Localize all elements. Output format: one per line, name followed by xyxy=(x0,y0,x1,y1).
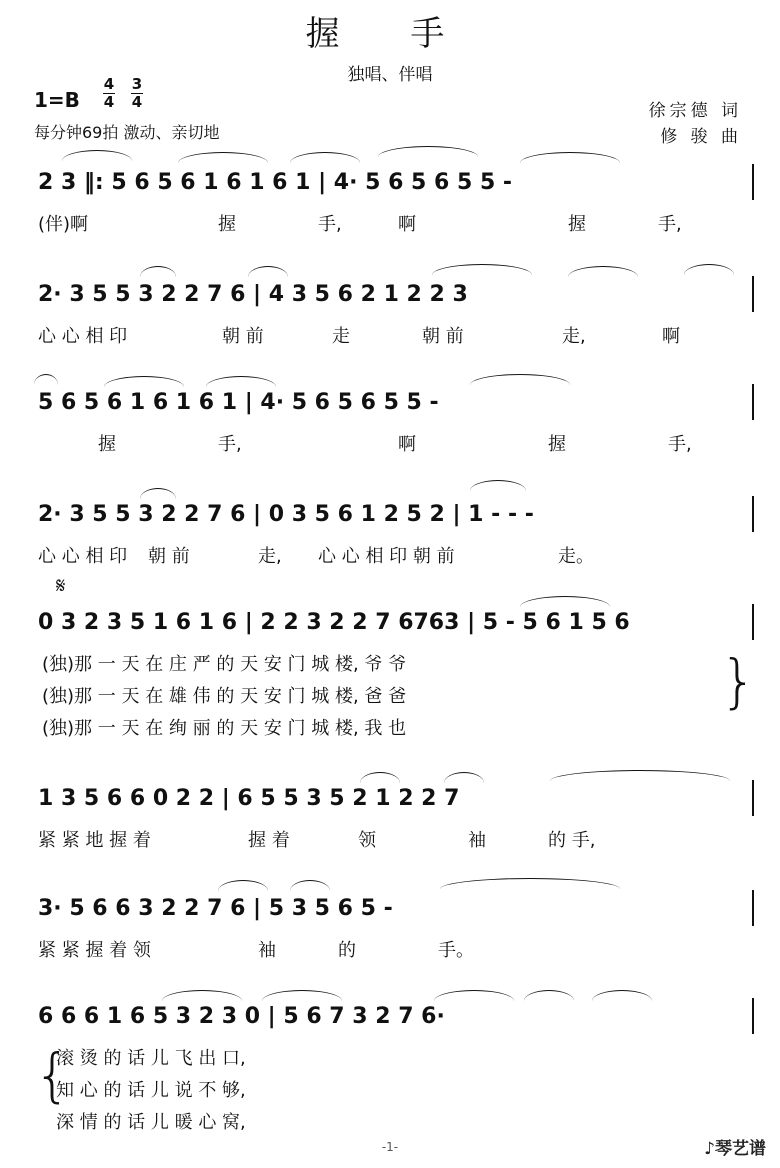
notation-line-5: 0 3 2 3 5 1 6 1 6 | 2 2 3 2 2 7 6763 | 5 - 5 6 1 5 6 xyxy=(38,610,630,635)
slur xyxy=(524,990,574,1001)
slur xyxy=(470,374,570,385)
slur xyxy=(162,990,242,1001)
lyrics-verse-1: (独)那 一 天 在 庄 严 的 天 安 门 城 楼, 爷 爷 xyxy=(42,654,407,675)
site-logo: ♪琴艺谱 xyxy=(704,1139,766,1159)
barline xyxy=(752,496,754,532)
slur xyxy=(140,488,176,499)
composer-credit: 修 骏 曲 xyxy=(660,127,742,147)
key-signature: 1=B xyxy=(34,88,80,112)
slur xyxy=(568,266,638,277)
slur xyxy=(218,880,268,891)
page-number: -1- xyxy=(381,1140,399,1154)
slur xyxy=(592,990,652,1001)
notation-line-6: 1 3 5 6 6 0 2 2 | 6 5 5 3 5 2 1 2 2 7 xyxy=(38,786,460,811)
slur xyxy=(206,376,276,387)
slur xyxy=(290,152,360,163)
slur xyxy=(444,772,484,783)
tempo-marking: 每分钟69拍 激动、亲切地 xyxy=(34,123,220,142)
brace-icon: } xyxy=(720,647,757,715)
slur xyxy=(434,990,514,1001)
lyrics-line-7: 紧 紧 握 着 领 袖 的 手。 xyxy=(38,940,474,961)
segno-icon: 𝄋 xyxy=(56,574,66,599)
barline xyxy=(752,604,754,640)
lyrics-line-6: 紧 紧 地 握 着 握 着 领 袖 的 手, xyxy=(38,830,596,851)
slur xyxy=(520,152,620,163)
slur xyxy=(440,878,620,889)
page-title: 握 手 xyxy=(305,14,475,54)
notation-line-7: 3· 5 6 6 3 2 2 7 6 | 5 3 5 6 5 - xyxy=(38,896,393,921)
barline xyxy=(752,384,754,420)
lyrics-verse-1: 滚 烫 的 话 儿 飞 出 口, xyxy=(56,1048,246,1069)
notation-line-4: 2· 3 5 5 3 2 2 7 6 | 0 3 5 6 1 2 5 2 | 1 - - - xyxy=(38,502,534,527)
slur xyxy=(684,264,734,275)
notation-line-2: 2· 3 5 5 3 2 2 7 6 | 4 3 5 6 2 1 2 2 3 xyxy=(38,282,468,307)
slur xyxy=(470,480,526,491)
lyrics-line-1: (伴)啊 握 手, 啊 握 手, xyxy=(38,214,682,235)
barline xyxy=(752,164,754,200)
lyrics-line-3: 握 手, 啊 握 手, xyxy=(98,434,692,455)
logo-icon: ♪ xyxy=(704,1139,715,1159)
lyrics-verse-2: (独)那 一 天 在 雄 伟 的 天 安 门 城 楼, 爸 爸 xyxy=(42,686,407,707)
slur xyxy=(34,374,58,385)
slur xyxy=(378,146,478,157)
slur xyxy=(140,266,176,277)
barline xyxy=(752,780,754,816)
meter-b: 3 4 xyxy=(131,75,143,111)
slur xyxy=(520,596,610,607)
lyrics-verse-3: 深 情 的 话 儿 暖 心 窝, xyxy=(56,1112,246,1133)
notation-line-1: 2 3 ‖: 5 6 5 6 1 6 1 6 1 | 4· 5 6 5 6 5 5 - xyxy=(38,170,513,195)
slur xyxy=(248,266,288,277)
slur xyxy=(360,772,400,783)
lyrics-line-4: 心 心 相 印 朝 前 走, 心 心 相 印 朝 前 走。 xyxy=(38,546,594,567)
slur xyxy=(290,880,330,891)
slur xyxy=(550,770,730,781)
subtitle: 独唱、伴唱 xyxy=(347,65,433,85)
slur xyxy=(62,150,132,161)
lyrics-verse-3: (独)那 一 天 在 绚 丽 的 天 安 门 城 楼, 我 也 xyxy=(42,718,407,739)
slur xyxy=(104,376,184,387)
lyrics-verse-2: 知 心 的 话 儿 说 不 够, xyxy=(56,1080,246,1101)
brace-icon: { xyxy=(34,1041,71,1109)
lyricist-credit: 徐宗德 词 xyxy=(648,101,742,121)
barline xyxy=(752,890,754,926)
lyrics-line-2: 心 心 相 印 朝 前 走 朝 前 走, 啊 xyxy=(38,326,680,347)
barline xyxy=(752,276,754,312)
barline xyxy=(752,998,754,1034)
slur xyxy=(178,152,268,163)
slur xyxy=(432,264,532,275)
meter-a: 4 4 xyxy=(103,75,115,111)
notation-line-3: 5 6 5 6 1 6 1 6 1 | 4· 5 6 5 6 5 5 - xyxy=(38,390,439,415)
notation-line-8: 6 6 6 1 6 5 3 2 3 0 | 5 6 7 3 2 7 6· xyxy=(38,1004,445,1029)
slur xyxy=(262,990,342,1001)
